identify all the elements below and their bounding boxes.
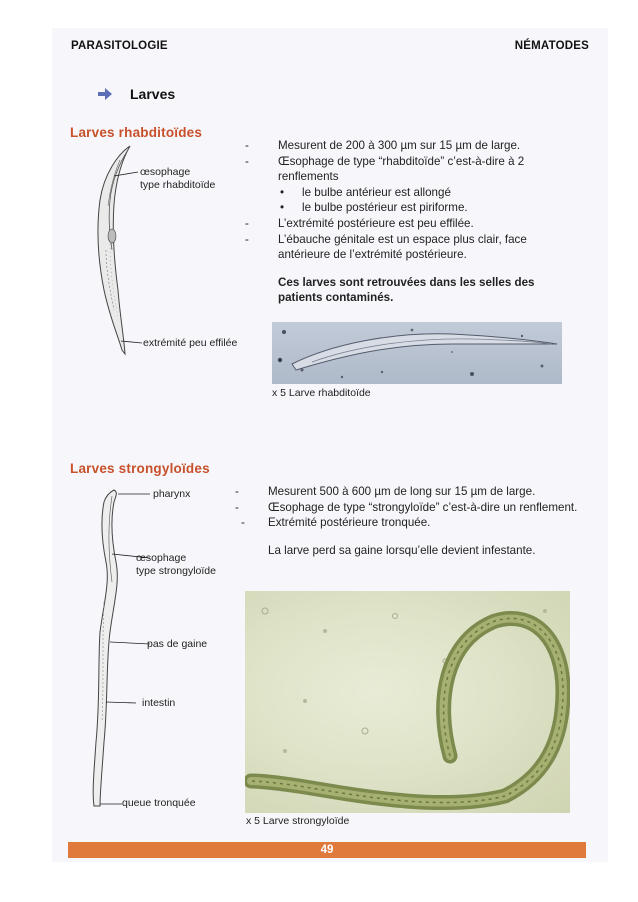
strongyloid-micrograph — [245, 591, 570, 813]
strongyloid-larva-drawing — [70, 482, 150, 812]
rhabditoid-micrograph — [272, 322, 562, 384]
item-text: le bulbe postérieur est piriforme. — [302, 201, 468, 215]
label-pharynx: pharynx — [153, 488, 191, 500]
label-line: type strongyloïde — [136, 565, 216, 577]
sub-list-item — [278, 200, 578, 216]
label-line: œsophage — [136, 552, 187, 564]
label-line: œsophage — [140, 166, 191, 178]
item-text: L’extrémité postérieure est peu effilée. — [278, 216, 474, 230]
rhabditoid-note: Ces larves sont retrouvées dans les selles des patients contaminés. — [278, 275, 535, 305]
item-text: Mesurent de 200 à 300 µm sur 15 µm de large. — [278, 139, 521, 152]
item-text: le bulbe antérieur est allongé — [302, 185, 451, 199]
label-extremite: extrémité peu effilée — [143, 337, 238, 349]
list-item — [245, 154, 578, 185]
label-queue: queue tronquée — [122, 797, 196, 809]
dash: - — [245, 232, 249, 246]
header-right: NÉMATODES — [514, 40, 589, 52]
item-text: L’ébauche génitale est un espace plus clair, face antérieure de l’extrémité postérieure. — [278, 232, 527, 262]
dash: - — [245, 216, 249, 230]
item-text: Extrémité postérieure tronquée. — [268, 516, 431, 530]
header-left: PARASITOLOGIE — [71, 40, 168, 52]
rhabditoid-description — [245, 138, 578, 306]
list-item — [235, 500, 578, 516]
dash: - — [235, 500, 239, 514]
label-intestin: intestin — [142, 697, 176, 709]
strongyloid-caption: x 5 Larve strongyloïde — [246, 815, 350, 827]
dash: - — [245, 139, 249, 152]
arrow-right-icon — [98, 88, 112, 100]
rhabditoid-caption: x 5 Larve rhabditoïde — [272, 387, 371, 399]
item-text: Mesurent 500 à 600 µm de long sur 15 µm de large. — [268, 485, 536, 498]
item-text: Œsophage de type “strongyloïde” c’est-à-dire un renflement. — [268, 500, 578, 514]
micrograph-larva — [272, 322, 562, 384]
label-gaine: pas de gaine — [147, 638, 208, 650]
section-title: Larves — [130, 86, 176, 102]
footer-bar — [68, 842, 586, 858]
list-item — [241, 515, 578, 531]
label-oesophage-strongyloid — [136, 552, 216, 578]
bullet-dot: • — [280, 185, 285, 199]
label-oesophage-rhabditoid — [140, 166, 215, 192]
label-line: type rhabditoïde — [140, 179, 216, 191]
strongyloid-title: Larves strongyloïdes — [70, 461, 210, 476]
dash: - — [235, 485, 239, 498]
micrograph-larva — [245, 591, 570, 813]
list-item — [245, 216, 578, 232]
rhabditoid-title: Larves rhabditoïdes — [70, 125, 203, 140]
bullet-dot: • — [280, 201, 285, 215]
page-number: 49 — [320, 844, 334, 856]
list-item — [245, 138, 578, 154]
strongyloid-note: La larve perd sa gaine lorsqu’elle devient infestante. — [268, 543, 536, 557]
dash: - — [245, 154, 249, 168]
sub-list-item — [278, 185, 578, 201]
list-item — [235, 484, 578, 500]
list-item — [245, 232, 578, 263]
strongyloid-description — [235, 484, 578, 558]
dash: - — [241, 516, 245, 530]
item-text: Œsophage de type “rhabditoïde” c’est-à-dire à 2 renflements — [278, 154, 525, 184]
